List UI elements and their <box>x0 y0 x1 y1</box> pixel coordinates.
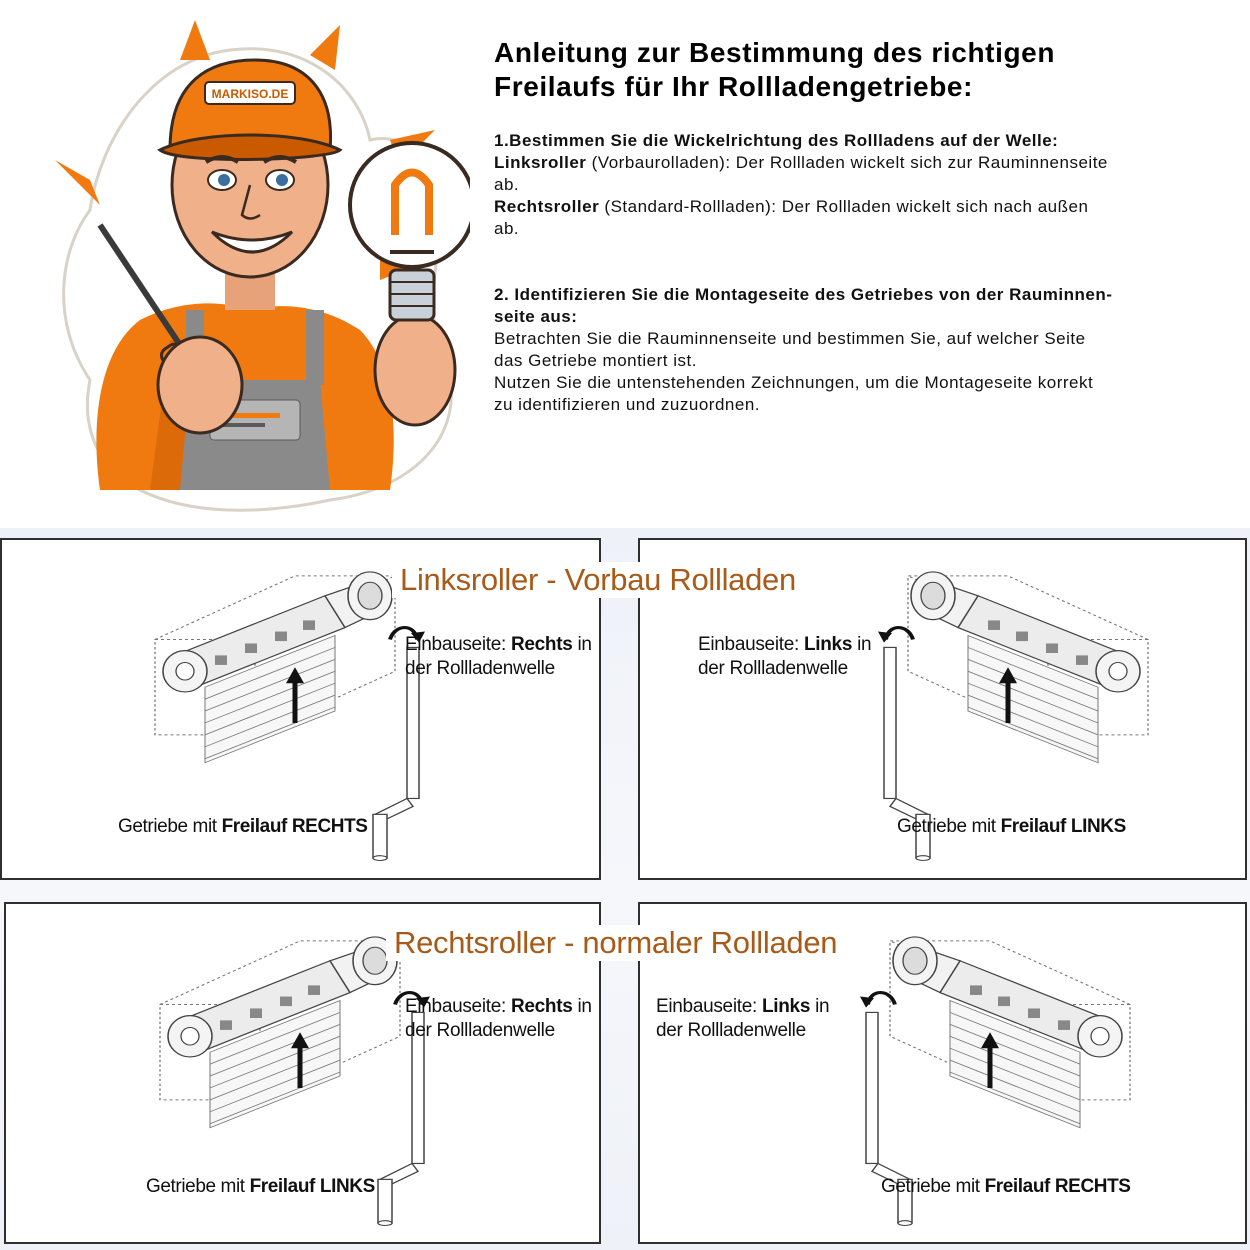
step2-heading-line2: seite aus: <box>494 307 578 326</box>
intro-text-block <box>494 36 1234 416</box>
freilauf-caption: Getriebe mit Freilauf RECHTS <box>118 816 368 837</box>
mounting-side-label: Einbauseite: Links in der Rollladenwelle <box>656 996 830 1041</box>
step1-left-text-line2: ab. <box>494 175 520 194</box>
step1-left-text-line1: (Vorbaurolladen): Der Rollladen wickelt sich zur Rauminnenseite <box>586 153 1108 172</box>
freilauf-caption: Getriebe mit Freilauf LINKS <box>146 1176 375 1197</box>
page-title <box>494 36 1234 104</box>
section-heading-linksroller <box>392 562 804 598</box>
section-heading-rechtsroller <box>386 925 845 961</box>
step1-right-term: Rechtsroller <box>494 197 600 216</box>
freilauf-caption: Getriebe mit Freilauf LINKS <box>897 816 1126 837</box>
step1-right-text-line2: ab. <box>494 219 520 238</box>
step2-paragraph <box>494 284 1234 416</box>
mascot-illustration <box>30 20 470 520</box>
step1-heading: 1.Bestimmen Sie die Wickelrichtung des Rollladens auf der Welle: <box>494 131 1059 150</box>
page-title-line2: Freilaufs für Ihr Rollladengetriebe: <box>494 71 974 102</box>
mounting-side-label: Einbauseite: Rechts in der Rollladenwelle <box>405 634 592 679</box>
mounting-side-label: Einbauseite: Rechts in der Rollladenwelle <box>405 996 592 1041</box>
mounting-side-label: Einbauseite: Links in der Rollladenwelle <box>698 634 872 679</box>
step1-paragraph <box>494 130 1234 240</box>
cap-logo-text: MARKISO.DE <box>211 87 289 101</box>
section-heading-linksroller-text: Linksroller - Vorbau Rollladen <box>400 562 796 597</box>
step1-left-term: Linksroller <box>494 153 587 172</box>
freilauf-caption: Getriebe mit Freilauf RECHTS <box>881 1176 1131 1197</box>
step2-line1: Betrachten Sie die Rauminnenseite und bestimmen Sie, auf welcher Seite <box>494 329 1086 348</box>
page-title-line1: Anleitung zur Bestimmung des richtigen <box>494 37 1056 68</box>
step2-line2: das Getriebe montiert ist. <box>494 351 697 370</box>
section-heading-rechtsroller-text: Rechtsroller - normaler Rollladen <box>394 925 838 960</box>
step2-line4: zu identifizieren und zuzuordnen. <box>494 395 760 414</box>
step2-line3: Nutzen Sie die untenstehenden Zeichnungen, um die Montageseite korrekt <box>494 373 1094 392</box>
step2-heading-line1: 2. Identifizieren Sie die Montageseite des Getriebes von der Rauminnen- <box>494 285 1113 304</box>
step1-right-text-line1: (Standard-Rollladen): Der Rollladen wickelt sich nach außen <box>599 197 1089 216</box>
